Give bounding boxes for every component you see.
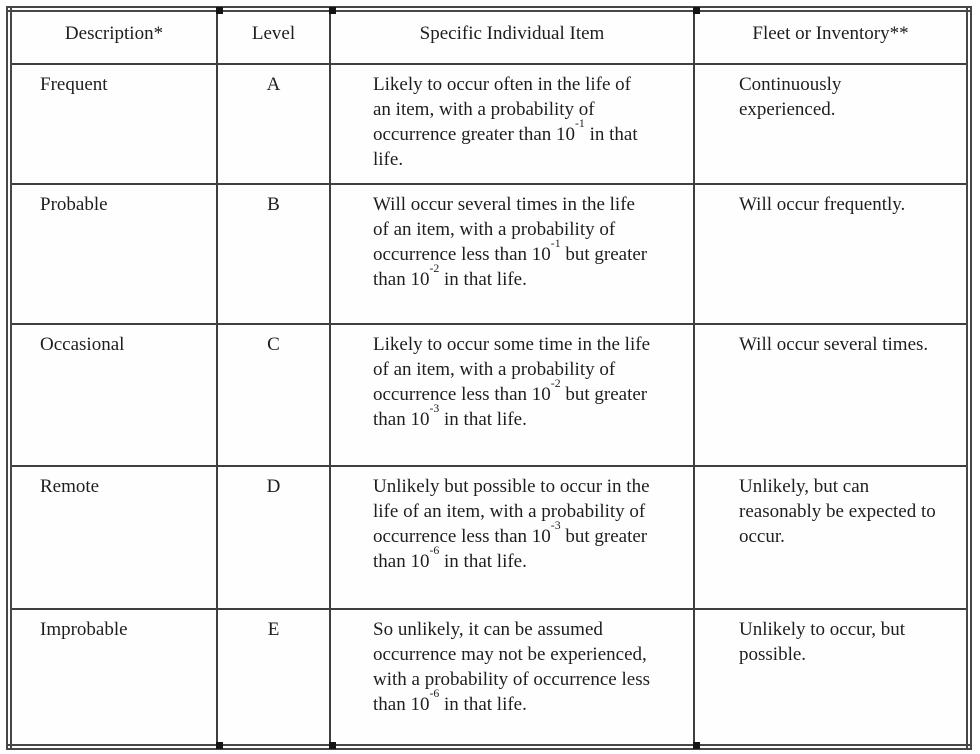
cell-specific-item: Will occur several times in the life of an item, with a probability of occurrence less than $10^{-1}$ but greater than $10^{-2}$ in that life. [330,184,694,324]
table-header-row [9,9,969,64]
cell-specific-item: Likely to occur often in the life of an item, with a probability of occurrence greater than $10^{-1}$ in that life. [330,64,694,184]
cell-fleet: Will occur several times. [694,324,969,466]
header-specific-individual-item: Specific Individual Item [330,9,694,64]
scan-junction-dot [329,742,336,749]
table [6,6,972,750]
table-row-remote [9,466,969,609]
header-level: Level [217,9,330,64]
table-row-frequent [9,64,969,184]
cell-description: Improbable [9,609,217,747]
table-row-probable [9,184,969,324]
scan-junction-dot [693,7,700,14]
cell-level: A [217,64,330,184]
cell-fleet: Unlikely to occur, but possible. [694,609,969,747]
cell-specific-item: Likely to occur some time in the life of an item, with a probability of occurrence less than $10^{-2}$ but greater than $10^{-3}$ in that life. [330,324,694,466]
cell-specific-item: Unlikely but possible to occur in the life of an item, with a probability of occurrence less than $10^{-3}$ but greater than $10^{-6}$ in that life. [330,466,694,609]
cell-fleet: Continuously experienced. [694,64,969,184]
table-row-occasional [9,324,969,466]
table-row-improbable [9,609,969,747]
scan-junction-dot [329,7,336,14]
cell-fleet: Will occur frequently. [694,184,969,324]
cell-level: B [217,184,330,324]
header-fleet-or-inventory: Fleet or Inventory** [694,9,969,64]
scan-junction-dot [216,742,223,749]
cell-level: C [217,324,330,466]
probability-levels-table [6,6,972,750]
header-description: Description* [9,9,217,64]
cell-description: Remote [9,466,217,609]
cell-description: Probable [9,184,217,324]
cell-description: Frequent [9,64,217,184]
cell-level: D [217,466,330,609]
cell-specific-item: So unlikely, it can be assumed occurrence may not be experienced, with a probability of occurrence less than $10^{-6}$ in that life. [330,609,694,747]
scan-junction-dot [693,742,700,749]
cell-level: E [217,609,330,747]
cell-fleet: Unlikely, but can reasonably be expected to occur. [694,466,969,609]
scan-junction-dot [216,7,223,14]
cell-description: Occasional [9,324,217,466]
